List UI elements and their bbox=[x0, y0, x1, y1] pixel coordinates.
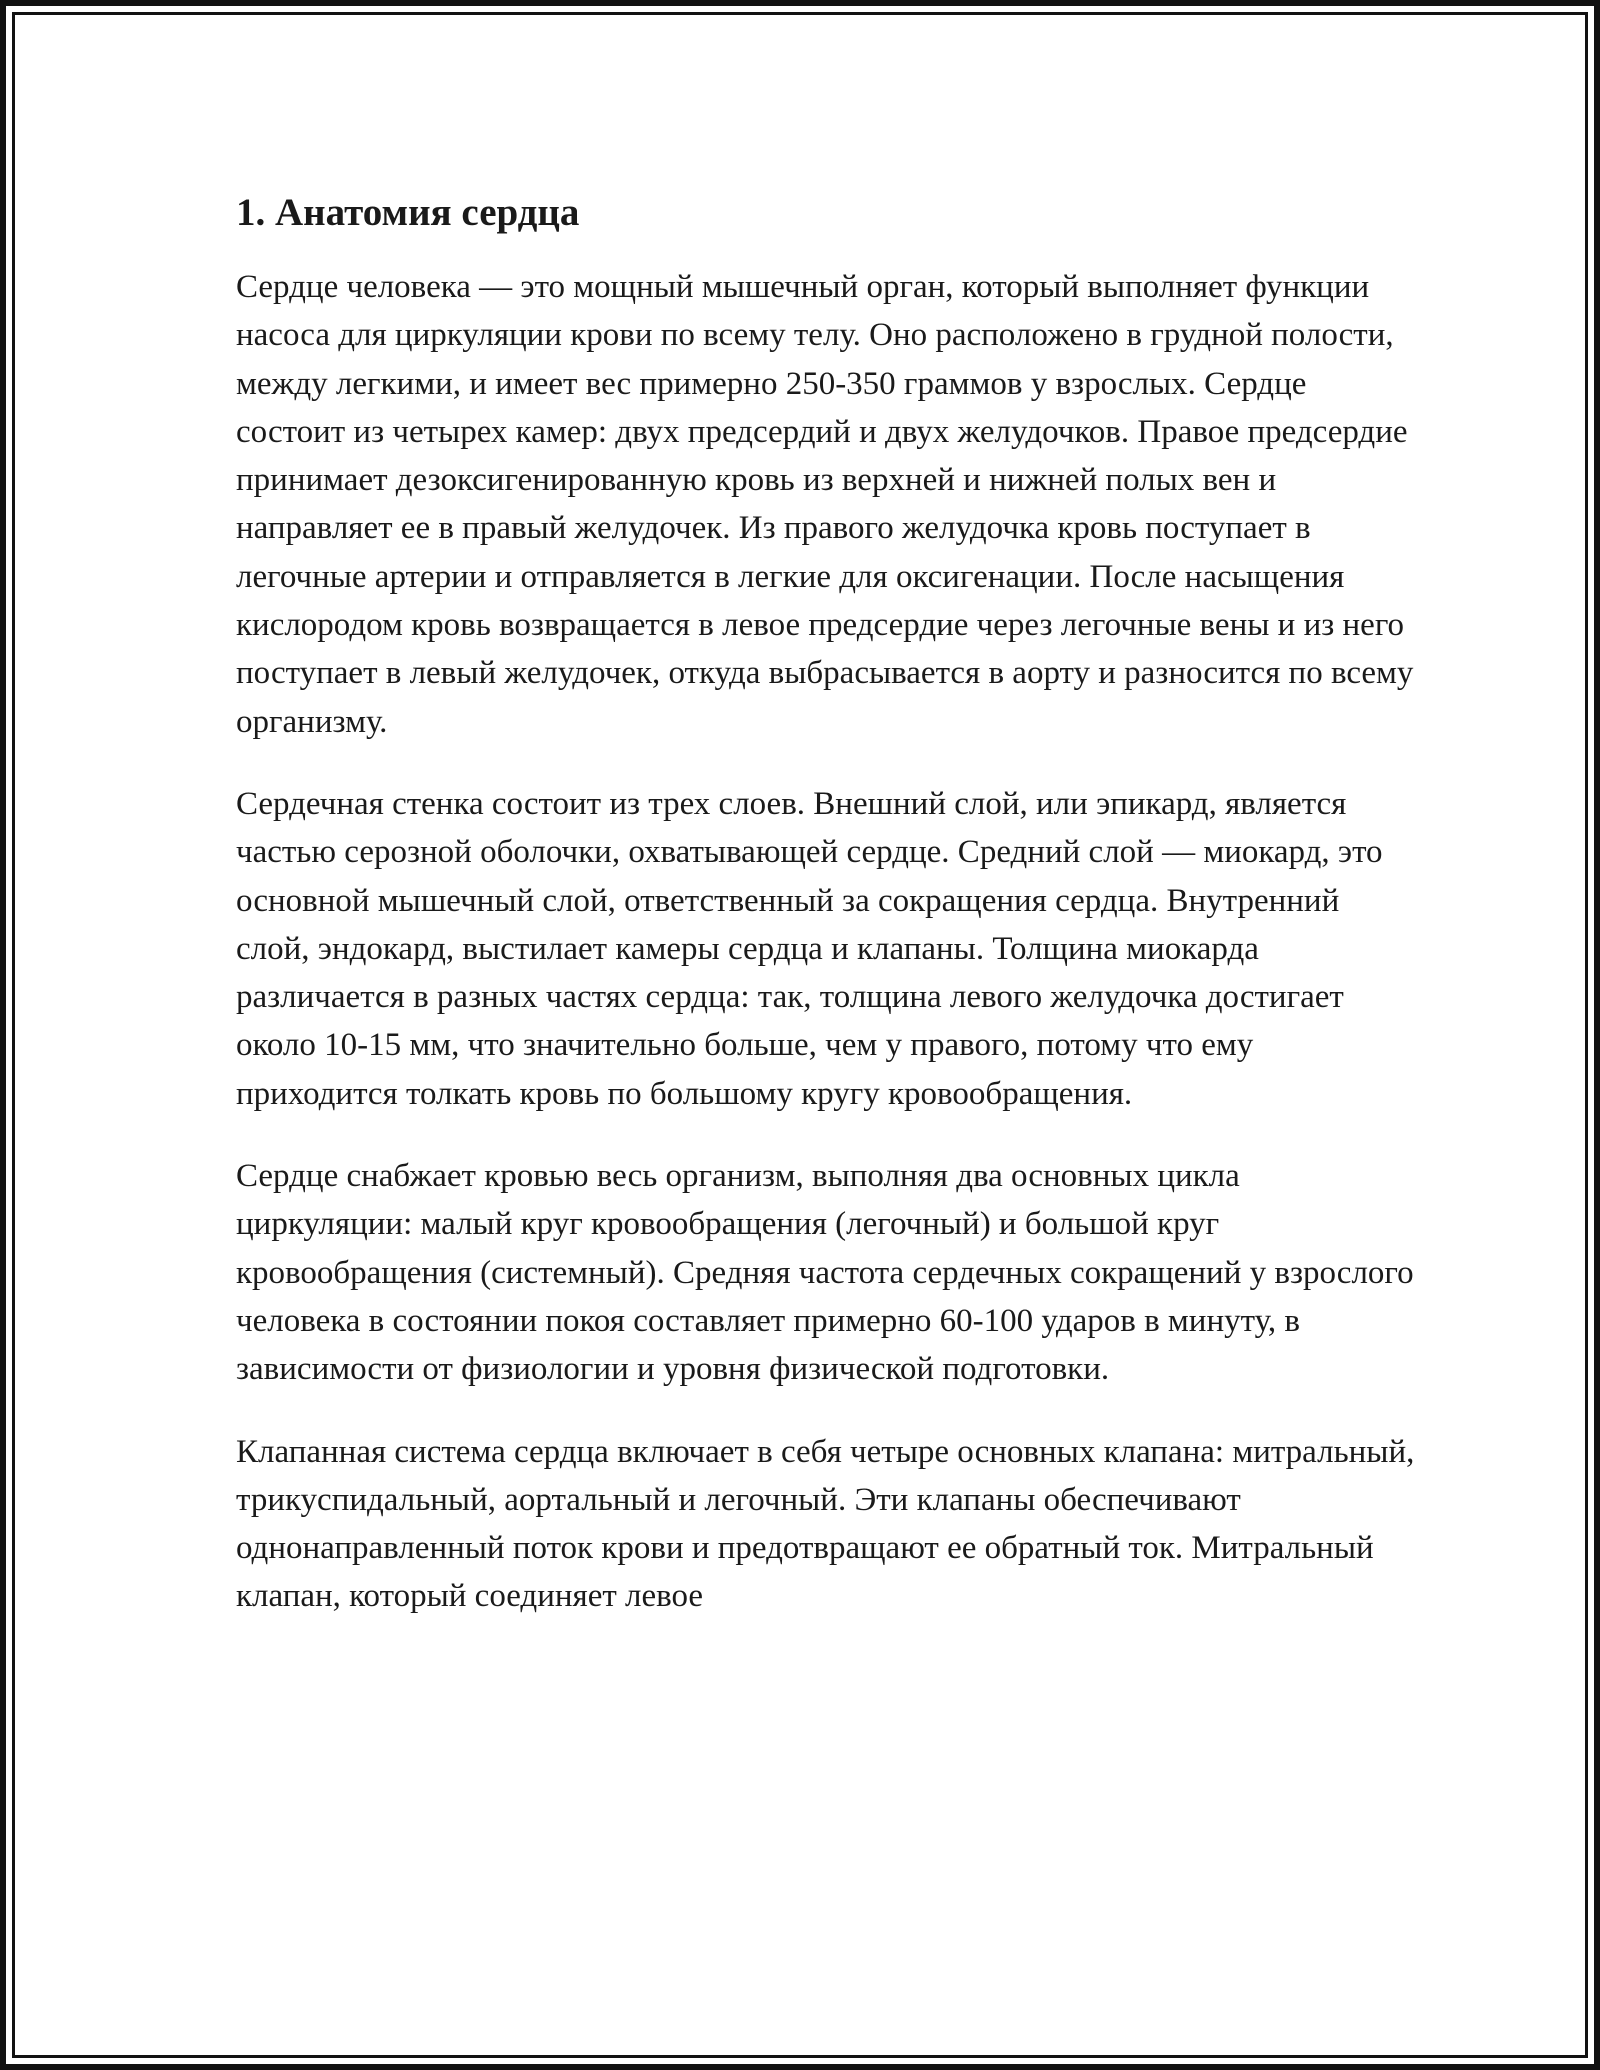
section-title: 1. Анатомия сердца bbox=[236, 191, 580, 234]
paragraph-anatomy-overview: Сердце человека — это мощный мышечный орган, который выполняет функции насоса для циркуляции крови по всему телу. Оно расположено в грудной полости, между легкими, и имеет вес примерно 250-350 граммов у взрослых. Сердце состоит из четырех камер: двух предсердий и двух желудочков. Правое предсердие принимает дезоксигенированную кровь из верхней и нижней полых вен и направляет ее в правый желудочек. Из правого желудочка кровь поступает в легочные артерии и отправляется в легкие для оксигенации. После насыщения кислородом кровь возвращается в левое предсердие через легочные вены и из него поступает в левый желудочек, откуда выбрасывается в аорту и разносится по всему организму. bbox=[236, 269, 1414, 740]
paragraph-circulation: Сердце снабжает кровью весь организм, выполняя два основных цикла циркуляции: малый круг кровообращения (легочный) и большой круг кровообращения (системный). Средняя частота сердечных сокращений у взрослого человека в состоянии покоя составляет примерно 60-100 ударов в минуту, в зависимости от физиологии и уровня физической подготовки. bbox=[236, 1158, 1414, 1388]
document-body bbox=[236, 185, 1416, 1655]
paragraph-heart-wall: Сердечная стенка состоит из трех слоев. Внешний слой, или эпикард, является частью серозной оболочки, охватывающей сердце. Средний слой — миокард, это основной мышечный слой, ответственный за сокращения сердца. Внутренний слой, эндокард, выстилает камеры сердца и клапаны. Толщина миокарда различается в разных частях сердца: так, толщина левого желудочка достигает около 10-15 мм, что значительно больше, чем у правого, потому что ему приходится толкать кровь по большому кругу кровообращения. bbox=[236, 785, 1383, 1112]
paragraph-valves: Клапанная система сердца включает в себя четыре основных клапана: митральный, трикуспидальный, аортальный и легочный. Эти клапаны обеспечивают однонаправленный поток крови и предотвращают ее обратный ток. Митральный клапан, который соединяет левое bbox=[236, 1433, 1415, 1615]
